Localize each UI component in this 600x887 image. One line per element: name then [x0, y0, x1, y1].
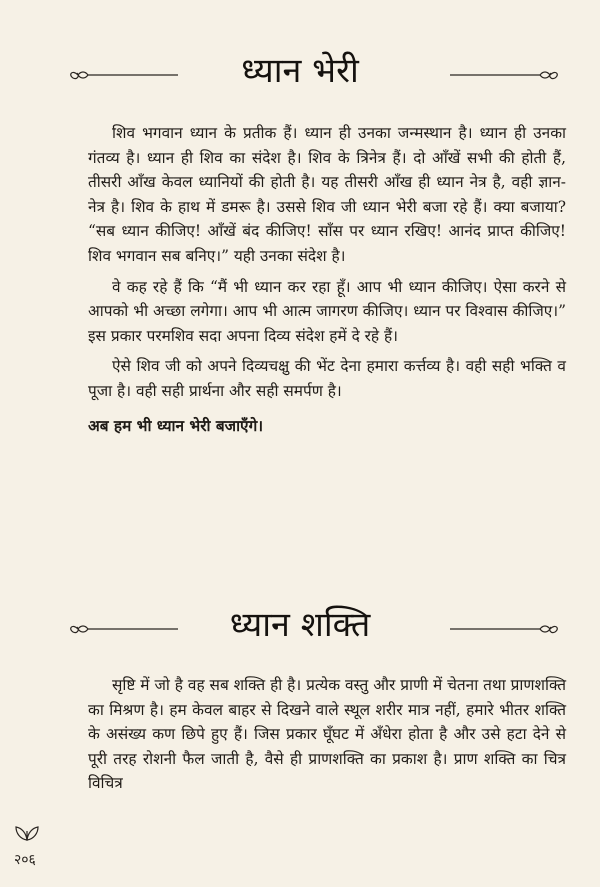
closing-line: अब हम भी ध्यान भेरी बजाएँगे। [88, 416, 264, 435]
section-body [88, 673, 566, 802]
paragraph: वे कह रहे हैं कि “मैं भी ध्यान कर रहा हूँ। आप भी ध्यान कीजिए। ऐसा करने से आपको भी अच्छा लगेगा। आप भी आत्म जागरण कीजिए। ध्यान पर विश्वास कीजिए।” इस प्रकार परमशिव सदा अपना दिव्य संदेश हमें दे रहे हैं। [88, 277, 566, 345]
section-heading-dhyan-shakti [0, 598, 600, 658]
page-number: २०६ [14, 852, 36, 868]
paragraph: ऐसे शिव जी को अपने दिव्यचक्षु की भेंट देना हमारा कर्त्तव्य है। वही सही भक्ति व पूजा है। वही सही प्रार्थना और सही समर्पण है। [88, 357, 566, 400]
leaf-sprout-icon [14, 822, 40, 842]
section-body [88, 121, 566, 444]
section-title: ध्यान शक्ति [229, 605, 371, 645]
paragraph: सृष्टि में जो है वह सब शक्ति ही है। प्रत्येक वस्तु और प्राणी में चेतना तथा प्राणशक्ति का मिश्रण है। हम केवल बाहर से दिखने वाले स्थूल शरीर मात्र नहीं, हमारे भीतर शक्ति के असंख्य कण छिपे हुए हैं। जिस प्रकार घूँघट में अँधेरा होता है और उसे हटा देने से पूरी तरह रोशनी फैल जाती है, वैसे ही प्राणशक्ति का प्रकाश है। प्राण शक्ति का चित्र विचित्र [88, 676, 566, 793]
scroll-flourish-icon [448, 620, 560, 638]
scroll-flourish-icon [448, 66, 560, 84]
paragraph: शिव भगवान ध्यान के प्रतीक हैं। ध्यान ही उनका जन्मस्थान है। ध्यान ही उनका गंतव्य है। ध्यान ही शिव का संदेश है। शिव के त्रिनेत्र हैं। दो आँखें सभी की होती हैं, तीसरी आँख केवल ध्यानियों की होती है। यह तीसरी आँख ही ध्यान नेत्र है, वही ज्ञान-नेत्र है। शिव के हाथ में डमरू है। उससे शिव जी ध्यान भेरी बजा रहे हैं। क्या बजाया? “सब ध्यान कीजिए! आँखें बंद कीजिए! साँस पर ध्यान रखिए! आनंद प्राप्त कीजिए! शिव भगवान सब बनिए।” यही उनका संदेश है। [88, 124, 566, 265]
section-title: ध्यान भेरी [241, 51, 359, 91]
section-heading-dhyan-bheri [0, 44, 600, 104]
